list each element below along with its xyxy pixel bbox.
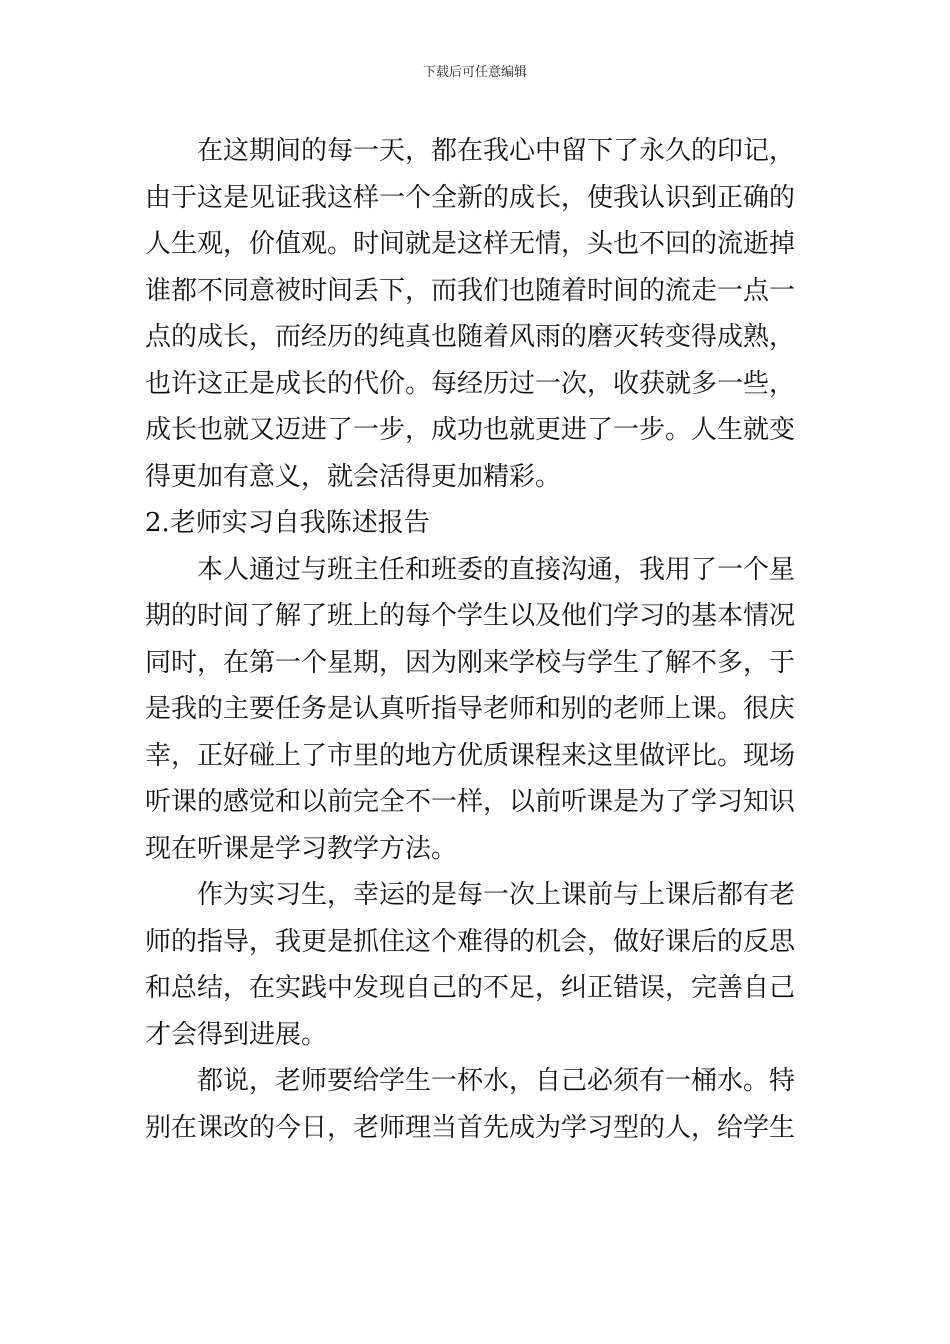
text-line: 也许这正是成长的代价。每经历过一次，收获就多一些，	[145, 368, 796, 399]
text-line: 谁都不同意被时间丢下，而我们也随着时间的流走一点一	[145, 275, 796, 306]
text-line: 人生观，价值观。时间就是这样无情，头也不回的流逝掉	[145, 229, 796, 259]
text-line: 同时，在第一个星期，因为刚来学校与学生了解不多，于	[145, 647, 796, 678]
text-line: 才会得到进展。	[145, 1019, 328, 1050]
text-line: 得更加有意义，就会活得更加精彩。	[145, 461, 562, 492]
text-line: 听课的感觉和以前完全不一样，以前听课是为了学习知识	[145, 787, 796, 817]
document-body	[145, 128, 810, 1151]
section-heading: 2.老师实习自我陈述报告	[145, 508, 430, 538]
text-line: 师的指导，我更是抓住这个难得的机会，做好课后的反思	[145, 926, 796, 957]
text-line: 本人通过与班主任和班委的直接沟通，我用了一个星	[197, 554, 796, 585]
text-line: 别在课改的今日，老师理当首先成为学习型的人，给学生	[145, 1112, 796, 1143]
text-line: 现在听课是学习教学方法。	[145, 833, 458, 864]
text-line: 由于这是见证我这样一个全新的成长，使我认识到正确的	[145, 182, 796, 213]
text-line: 和总结，在实践中发现自己的不足，纠正错误，完善自己	[145, 973, 796, 1003]
text-line: 点的成长，而经历的纯真也随着风雨的磨灭转变得成熟，	[145, 322, 796, 352]
text-line: 在这期间的每一天，都在我心中留下了永久的印记，	[197, 136, 796, 166]
text-line: 作为实习生，幸运的是每一次上课前与上课后都有老	[197, 880, 796, 910]
text-line: 幸，正好碰上了市里的地方优质课程来这里做评比。现场	[145, 740, 796, 771]
text-line: 是我的主要任务是认真听指导老师和别的老师上课。很庆	[145, 694, 796, 724]
page-header: 下载后可任意编辑	[422, 65, 527, 80]
text-line: 期的时间了解了班上的每个学生以及他们学习的基本情况	[145, 601, 796, 631]
text-line: 都说，老师要给学生一杯水，自己必须有一桶水。特	[197, 1066, 796, 1096]
text-line: 成长也就又迈进了一步，成功也就更进了一步。人生就变	[145, 415, 796, 445]
